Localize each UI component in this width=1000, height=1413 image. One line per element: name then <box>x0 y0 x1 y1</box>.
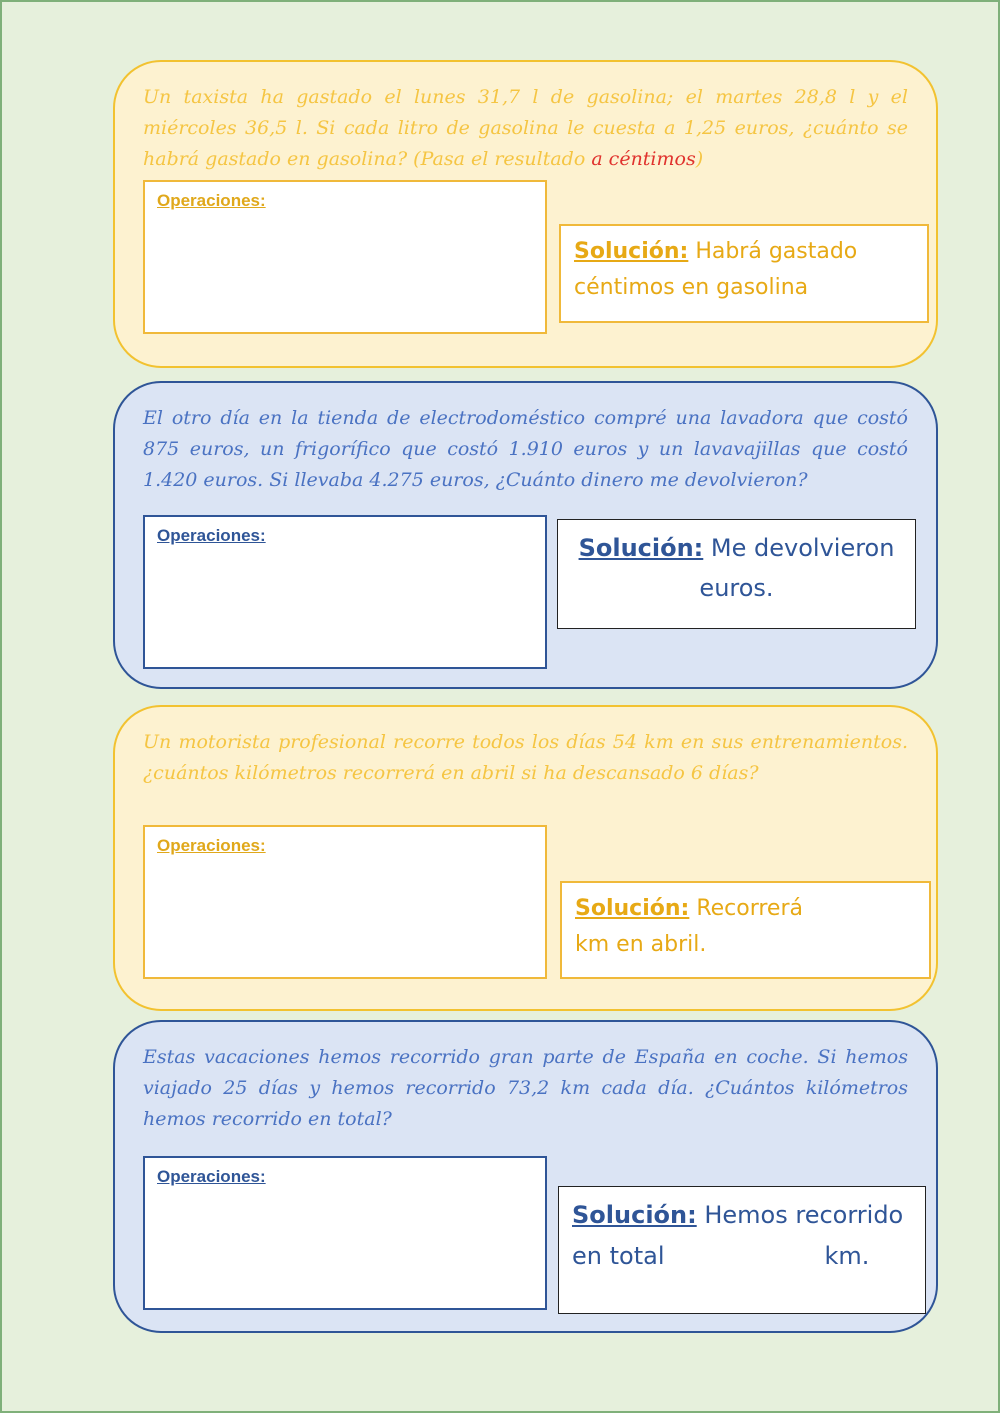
solution-text-line2 <box>572 1236 912 1277</box>
problem-card-3 <box>113 705 938 1011</box>
problem-text-2 <box>143 403 908 496</box>
problem-body: Un taxista ha gastado el lunes 31,7 l de gasolina; el martes 28,8 l y el miércoles 36,5 l. Si cada litro de gasolina le cuesta a 1,25 euros, ¿cuánto se habrá gastado en gasolina? (Pasa el resultado <box>143 86 908 170</box>
problem-text-1 <box>143 82 908 175</box>
problem-body: Un motorista profesional recorre todos los días 54 km en sus entrenamientos. ¿cuántos kilómetros recorrerá en abril si ha descansado 6 días? <box>143 731 908 784</box>
solution-label: Solución: <box>578 534 704 562</box>
problem-text-3 <box>143 727 908 789</box>
solution-text-km: km. <box>824 1242 870 1270</box>
problem-card-2 <box>113 381 938 689</box>
operations-box-1[interactable] <box>143 180 547 334</box>
solution-label: Solución: <box>575 896 690 921</box>
solution-text: Hemos recorrido <box>696 1201 904 1229</box>
solution-box-3[interactable] <box>560 881 931 979</box>
solution-label: Solución: <box>574 239 689 264</box>
problem-text-4 <box>143 1042 908 1135</box>
operations-box-2[interactable] <box>143 515 547 669</box>
solution-box-1[interactable] <box>559 224 929 323</box>
solution-box-4[interactable] <box>558 1186 926 1314</box>
solution-text: Habrá gastado <box>688 239 858 264</box>
solution-text: Me devolvieron <box>703 534 895 562</box>
solution-text-en-total: en total <box>572 1242 665 1270</box>
operations-label: Operaciones: <box>157 1167 266 1186</box>
problem-body: Estas vacaciones hemos recorrido gran parte de España en coche. Si hemos viajado 25 días y hemos recorrido 73,2 km cada día. ¿Cuántos kilómetros hemos recorrido en total? <box>143 1046 908 1130</box>
operations-label: Operaciones: <box>157 191 266 210</box>
solution-text: Recorrerá <box>689 896 803 921</box>
operations-label: Operaciones: <box>157 526 266 545</box>
operations-box-4[interactable] <box>143 1156 547 1310</box>
problem-body: El otro día en la tienda de electrodoméstico compré una lavadora que costó 875 euros, un frigorífico que costó 1.910 euros y un lavavajillas que costó 1.420 euros. Si llevaba 4.275 euros, ¿Cuánto dinero me devolvieron? <box>143 407 908 491</box>
operations-label: Operaciones: <box>157 836 266 855</box>
solution-text-line2: céntimos en gasolina <box>574 275 809 300</box>
problem-end: ) <box>695 148 704 170</box>
problem-card-4 <box>113 1020 938 1333</box>
solution-label: Solución: <box>572 1201 697 1229</box>
problem-highlight: a céntimos <box>591 148 696 170</box>
solution-box-2[interactable] <box>557 519 916 629</box>
operations-box-3[interactable] <box>143 825 547 979</box>
problem-card-1 <box>113 60 938 368</box>
solution-text-line2: km en abril. <box>575 932 707 957</box>
solution-text-line2: euros. <box>699 574 774 602</box>
